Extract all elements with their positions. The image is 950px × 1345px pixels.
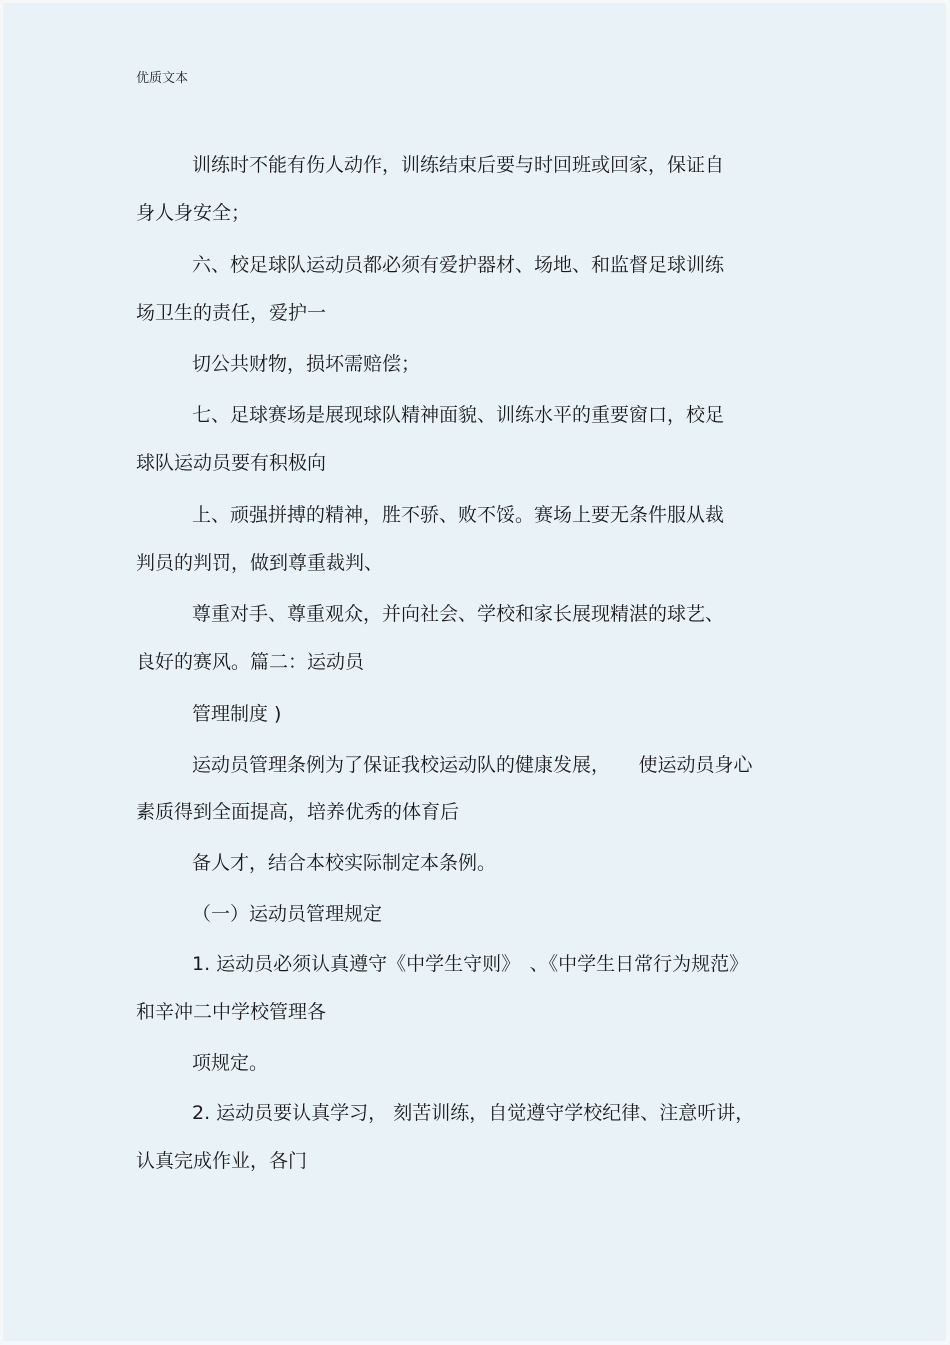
text-line: 场卫生的责任，爱护一	[136, 302, 327, 324]
text-line: 运动员管理条例为了保证我校运动队的健康发展， 使运动员身心	[192, 754, 753, 776]
text-line: 六、校足球队运动员都必须有爱护器材、场地、和监督足球训练	[192, 254, 725, 276]
text-line: 七、足球赛场是展现球队精神面貌、训练水平的重要窗口，校足	[192, 404, 725, 426]
text-line: 良好的赛风。篇二：运动员	[136, 651, 365, 673]
text-line: 项规定。	[192, 1052, 269, 1074]
text-line: 认真完成作业，各门	[136, 1150, 308, 1172]
text-line: 备人才，结合本校实际制定本条例。	[192, 852, 497, 874]
text-line: 尊重对手、尊重观众，并向社会、学校和家长展现精湛的球艺、	[192, 603, 725, 625]
text-line: 切公共财物，损坏需赔偿；	[192, 353, 421, 375]
text-line: 身人身安全；	[136, 202, 251, 224]
text-line: 素质得到全面提高，培养优秀的体育后	[136, 801, 460, 823]
page-header: 优质文本	[136, 71, 189, 86]
text-line: 和辛冲二中学校管理各	[136, 1001, 327, 1023]
section-heading: （一）运动员管理规定	[192, 903, 383, 925]
text-line: 上、顽强拼搏的精神，胜不骄、败不馁。赛场上要无条件服从裁	[192, 504, 725, 526]
text-line: 2. 运动员要认真学习， 刻苦训练，自觉遵守学校纪律、注意听讲，	[192, 1102, 755, 1124]
text-line: 1. 运动员必须认真遵守《中学生守则》 、《中学生日常行为规范》	[192, 953, 749, 975]
text-line: 训练时不能有伤人动作，训练结束后要与时回班或回家，保证自	[192, 154, 725, 176]
text-line: 管理制度 )	[192, 703, 282, 725]
text-line: 判员的判罚，做到尊重裁判、	[136, 552, 384, 574]
text-line: 球队运动员要有积极向	[136, 452, 327, 474]
